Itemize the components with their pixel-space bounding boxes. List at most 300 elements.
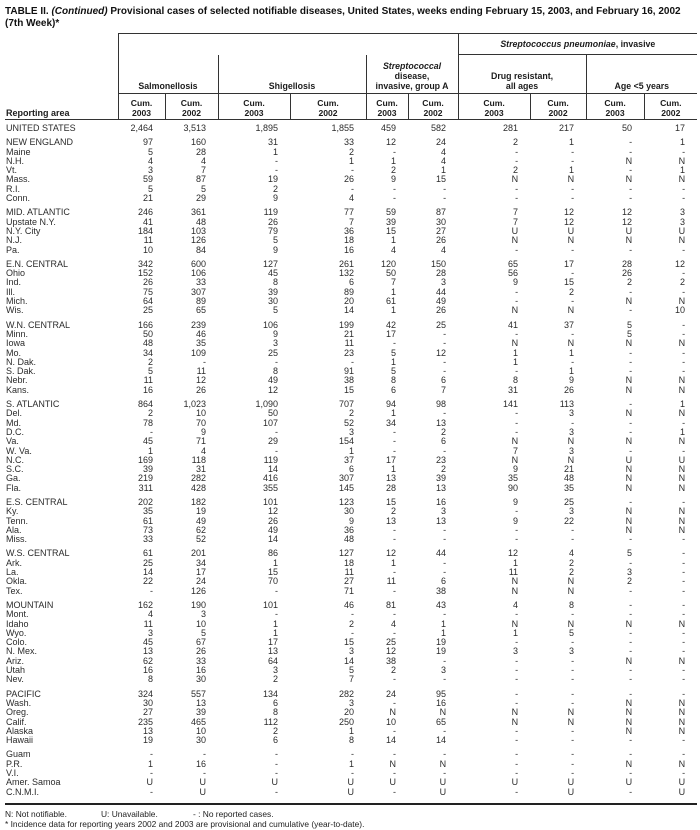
- value-cell: -: [682, 638, 686, 648]
- value-cell: -: [629, 675, 633, 685]
- value-cell: 1: [348, 759, 354, 769]
- value-cell: 62: [195, 525, 206, 535]
- value-cell: 307: [190, 287, 206, 297]
- value-cell: 26: [436, 236, 447, 246]
- value-cell: 23: [436, 455, 447, 465]
- value-cell: -: [515, 666, 519, 676]
- value-cell: 1,895: [255, 123, 278, 133]
- value-cell: 64: [267, 656, 278, 666]
- value-cell: N: [567, 455, 575, 465]
- value-cell: 24: [385, 688, 396, 699]
- value-cell: U: [439, 778, 447, 788]
- table-row: [5, 157, 697, 166]
- value-cell: N: [678, 437, 686, 447]
- value-cell: -: [203, 749, 206, 760]
- value-cell: N: [678, 483, 686, 493]
- value-cell: 19: [436, 647, 447, 657]
- value-cell: 37: [564, 319, 575, 330]
- value-cell: 50: [622, 123, 633, 133]
- value-cell: -: [443, 558, 447, 568]
- value-cell: -: [571, 688, 575, 699]
- value-cell: 4: [441, 147, 447, 157]
- value-cell: -: [571, 769, 575, 778]
- reporting-area-cell: W.S. CENTRAL: [6, 548, 70, 559]
- value-cell: -: [571, 194, 575, 204]
- reporting-area-cell: Del.: [6, 409, 23, 419]
- value-cell: -: [571, 736, 575, 746]
- reporting-area-cell: Amer. Samoa: [6, 778, 61, 788]
- table-row: [5, 288, 697, 297]
- value-cell: -: [629, 147, 633, 157]
- value-cell: 26: [436, 306, 447, 316]
- reporting-area-cell: N.H.: [6, 156, 24, 166]
- value-cell: -: [515, 194, 519, 204]
- value-cell: -: [393, 586, 396, 596]
- table-row: [5, 745, 697, 759]
- value-cell: 41: [142, 217, 153, 227]
- table-row: [5, 246, 697, 255]
- value-cell: 26: [195, 647, 206, 657]
- value-cell: -: [351, 769, 354, 778]
- reporting-area-cell: Ariz.: [6, 656, 24, 666]
- value-cell: 3: [441, 666, 447, 676]
- value-cell: 2: [272, 184, 278, 194]
- value-cell: 112: [263, 717, 278, 727]
- value-cell: 3: [569, 507, 575, 517]
- table-row: [5, 330, 697, 339]
- value-cell: -: [629, 418, 633, 428]
- reporting-area-cell: Ky.: [6, 507, 19, 517]
- value-cell: -: [275, 787, 278, 797]
- value-cell: 70: [195, 418, 206, 428]
- table-row: [5, 278, 697, 287]
- table-row: [5, 316, 697, 330]
- value-cell: 59: [142, 175, 153, 185]
- table-row: [5, 218, 697, 227]
- title-continued: (Continued): [48, 6, 108, 17]
- value-cell: 355: [262, 483, 278, 493]
- value-cell: N: [625, 507, 633, 517]
- value-cell: 3: [348, 427, 354, 437]
- value-cell: 342: [137, 258, 153, 269]
- table-row: [5, 568, 697, 577]
- value-cell: 2: [441, 465, 447, 475]
- value-cell: -: [629, 166, 633, 176]
- value-cell: N: [678, 525, 686, 535]
- value-cell: 154: [338, 437, 354, 447]
- value-cell: 11: [344, 568, 354, 578]
- value-cell: 35: [508, 474, 519, 484]
- value-cell: 5: [627, 548, 633, 559]
- shigellosis-header: Shigellosis: [218, 55, 366, 94]
- reporting-area-cell: Ga.: [6, 474, 21, 484]
- value-cell: 182: [190, 496, 206, 507]
- value-cell: 15: [385, 226, 396, 236]
- value-cell: 8: [513, 376, 519, 386]
- reporting-area-cell: W. Va.: [6, 446, 32, 456]
- value-cell: 14: [436, 736, 447, 746]
- value-cell: -: [682, 194, 686, 204]
- table-row: [5, 544, 697, 558]
- value-cell: 31: [195, 465, 206, 475]
- value-cell: 39: [267, 287, 278, 297]
- value-cell: -: [629, 769, 633, 778]
- value-cell: N: [625, 376, 633, 386]
- value-cell: -: [682, 535, 686, 545]
- value-cell: 12: [385, 647, 396, 657]
- reporting-area-cell: E.N. CENTRAL: [6, 258, 69, 269]
- reporting-area-cell: Colo.: [6, 638, 28, 648]
- footnote-incidence: * Incidence data for reporting years 2002 and 2003 are provisional and cumulative (year-to-date).: [5, 819, 365, 830]
- value-cell: 126: [190, 236, 206, 246]
- table-row: [5, 227, 697, 236]
- value-cell: 6: [272, 698, 278, 708]
- value-cell: 3: [147, 166, 153, 176]
- value-cell: -: [443, 726, 447, 736]
- value-cell: 9: [272, 245, 278, 255]
- value-cell: N: [625, 759, 633, 769]
- value-cell: N: [678, 507, 686, 517]
- table-row: [5, 699, 697, 708]
- value-cell: -: [515, 638, 519, 648]
- value-cell: -: [629, 787, 633, 797]
- value-cell: 42: [385, 319, 396, 330]
- value-cell: N: [625, 698, 633, 708]
- value-cell: 1: [390, 287, 396, 297]
- value-cell: 26: [267, 516, 278, 526]
- value-cell: -: [443, 409, 447, 419]
- value-cell: 9: [513, 465, 519, 475]
- value-cell: 4: [513, 599, 519, 610]
- value-cell: N: [625, 717, 633, 727]
- reporting-area-cell: S.C.: [6, 465, 24, 475]
- value-cell: -: [515, 698, 519, 708]
- value-cell: -: [351, 166, 354, 176]
- value-cell: U: [347, 787, 354, 797]
- table-label: TABLE II.: [5, 6, 49, 17]
- value-cell: -: [393, 787, 396, 797]
- value-cell: -: [150, 787, 153, 797]
- reporting-area-cell: R.I.: [6, 184, 21, 194]
- value-cell: 3: [348, 698, 354, 708]
- value-cell: 89: [343, 287, 354, 297]
- value-cell: 12: [564, 217, 575, 227]
- value-cell: N: [678, 175, 686, 185]
- value-cell: -: [571, 184, 575, 194]
- value-cell: -: [629, 367, 633, 377]
- value-cell: 90: [508, 483, 519, 493]
- value-cell: 1: [348, 156, 354, 166]
- value-cell: 1: [390, 156, 396, 166]
- value-cell: N: [567, 717, 575, 727]
- value-cell: 4: [441, 245, 447, 255]
- value-cell: N: [625, 483, 633, 493]
- value-cell: 2: [569, 287, 575, 297]
- value-cell: 118: [191, 455, 206, 465]
- value-cell: 20: [343, 708, 354, 718]
- value-cell: 10: [195, 619, 206, 629]
- value-cell: -: [443, 194, 447, 204]
- value-cell: 61: [142, 548, 153, 559]
- value-cell: -: [515, 675, 519, 685]
- value-cell: 44: [436, 287, 447, 297]
- value-cell: 141: [503, 399, 519, 410]
- value-cell: -: [393, 769, 396, 778]
- age-under5-header: Age <5 years: [586, 55, 697, 94]
- value-cell: 9: [390, 175, 396, 185]
- value-cell: -: [682, 568, 686, 578]
- value-cell: 34: [385, 418, 396, 428]
- spacer-cell: [5, 34, 118, 55]
- value-cell: 12: [564, 207, 575, 218]
- value-cell: 307: [338, 474, 354, 484]
- value-cell: 39: [142, 465, 153, 475]
- col-age5-2003: Cum. 2003: [586, 94, 644, 120]
- table-row: [5, 456, 697, 465]
- value-cell: -: [682, 675, 686, 685]
- legend-not-notifiable: N: Not notifiable.: [5, 808, 67, 819]
- value-cell: 28: [195, 147, 206, 157]
- value-cell: -: [203, 357, 206, 367]
- value-cell: -: [682, 628, 686, 638]
- value-cell: -: [515, 769, 519, 778]
- value-cell: N: [678, 656, 686, 666]
- value-cell: -: [682, 548, 686, 559]
- value-cell: -: [571, 269, 575, 279]
- reporting-area-cell: N.Y. City: [6, 226, 41, 236]
- table-row: [5, 447, 697, 456]
- value-cell: 1: [390, 409, 396, 419]
- value-cell: 2: [513, 166, 519, 176]
- value-cell: 16: [436, 698, 447, 708]
- value-cell: -: [629, 647, 633, 657]
- value-cell: U: [439, 787, 447, 797]
- value-cell: 134: [262, 688, 278, 699]
- value-cell: 1: [390, 357, 396, 367]
- value-cell: -: [275, 749, 278, 760]
- value-cell: -: [515, 418, 519, 428]
- reporting-area-cell: Ala.: [6, 525, 22, 535]
- value-cell: 106: [190, 269, 206, 279]
- value-cell: 70: [267, 577, 278, 587]
- value-cell: N: [678, 376, 686, 386]
- value-cell: 78: [142, 418, 153, 428]
- value-cell: -: [515, 427, 519, 437]
- value-cell: N: [625, 726, 633, 736]
- value-cell: 5: [200, 628, 206, 638]
- value-cell: N: [678, 339, 686, 349]
- value-cell: -: [571, 245, 575, 255]
- value-cell: N: [678, 759, 686, 769]
- table-row: [5, 718, 697, 727]
- col-salm-2002: Cum. 2002: [165, 94, 218, 120]
- value-cell: 16: [195, 666, 206, 676]
- value-cell: N: [567, 306, 575, 316]
- value-cell: 12: [195, 376, 206, 386]
- value-cell: 3: [680, 207, 686, 218]
- table-row: [5, 203, 697, 217]
- reporting-area-cell: Ohio: [6, 269, 26, 279]
- table-body: [5, 120, 697, 797]
- value-cell: -: [571, 535, 575, 545]
- value-cell: N: [678, 698, 686, 708]
- value-cell: N: [678, 409, 686, 419]
- value-cell: -: [393, 628, 396, 638]
- value-cell: 5: [627, 329, 633, 339]
- value-cell: 361: [190, 207, 206, 218]
- value-cell: 25: [142, 306, 153, 316]
- value-cell: -: [571, 656, 575, 666]
- value-cell: 28: [385, 483, 396, 493]
- value-cell: 3: [680, 217, 686, 227]
- value-cell: 5: [390, 348, 396, 358]
- value-cell: -: [275, 610, 278, 620]
- value-cell: 94: [385, 399, 396, 410]
- value-cell: 3: [513, 647, 519, 657]
- value-cell: 5: [348, 666, 354, 676]
- value-cell: -: [275, 769, 278, 778]
- value-cell: 428: [190, 483, 206, 493]
- value-cell: 13: [267, 647, 278, 657]
- reporting-area-cell: Ind.: [6, 278, 22, 288]
- value-cell: 15: [564, 278, 575, 288]
- value-cell: 416: [262, 474, 278, 484]
- value-cell: 1: [272, 619, 278, 629]
- value-cell: 50: [267, 409, 278, 419]
- value-cell: 1: [680, 427, 686, 437]
- reporting-area-cell: E.S. CENTRAL: [6, 496, 68, 507]
- table-row: [5, 559, 697, 568]
- value-cell: -: [275, 427, 278, 437]
- value-cell: N: [678, 708, 686, 718]
- reporting-area-cell: Wis.: [6, 306, 24, 316]
- value-cell: 95: [436, 688, 447, 699]
- value-cell: -: [682, 367, 686, 377]
- value-cell: 9: [272, 194, 278, 204]
- value-cell: N: [625, 175, 633, 185]
- value-cell: -: [351, 628, 354, 638]
- value-cell: -: [515, 525, 519, 535]
- value-cell: U: [678, 455, 686, 465]
- value-cell: 87: [436, 207, 447, 218]
- value-cell: N: [678, 297, 686, 307]
- value-cell: 28: [436, 269, 447, 279]
- reporting-area-cell: Conn.: [6, 194, 31, 204]
- value-cell: -: [393, 184, 396, 194]
- value-cell: 3: [441, 507, 447, 517]
- value-cell: 127: [262, 258, 278, 269]
- drug-resistant-header: [458, 55, 586, 94]
- value-cell: 1: [680, 137, 686, 148]
- value-cell: 3: [627, 568, 633, 578]
- value-cell: U: [567, 226, 575, 236]
- value-cell: 1: [569, 137, 575, 148]
- salmonellosis-header: Salmonellosis: [118, 55, 218, 94]
- value-cell: -: [629, 357, 633, 367]
- value-cell: -: [682, 269, 686, 279]
- reporting-area-cell: Okla.: [6, 577, 28, 587]
- reporting-area-cell: Nev.: [6, 675, 24, 685]
- value-cell: 217: [559, 123, 575, 133]
- footnotes: [5, 809, 696, 830]
- reporting-area-cell: C.N.M.I.: [6, 787, 39, 797]
- value-cell: -: [571, 675, 575, 685]
- value-cell: -: [443, 656, 447, 666]
- table-row: [5, 666, 697, 675]
- value-cell: -: [629, 535, 633, 545]
- value-cell: 12: [267, 385, 278, 395]
- value-cell: 113: [559, 399, 575, 410]
- value-cell: -: [571, 698, 575, 708]
- table-row: [5, 437, 697, 446]
- value-cell: 17: [385, 455, 396, 465]
- reporting-area-cell: Idaho: [6, 619, 29, 629]
- value-cell: 246: [137, 207, 153, 218]
- strep-a-line1: disease,: [394, 71, 430, 81]
- value-cell: N: [625, 656, 633, 666]
- value-cell: 12: [622, 217, 633, 227]
- value-cell: 2: [348, 409, 354, 419]
- value-cell: 33: [142, 535, 153, 545]
- value-cell: -: [150, 586, 153, 596]
- value-cell: 8: [569, 599, 575, 610]
- value-cell: 119: [263, 207, 278, 218]
- value-cell: -: [393, 535, 396, 545]
- value-cell: 1: [680, 166, 686, 176]
- value-cell: 1: [147, 759, 153, 769]
- value-cell: -: [682, 418, 686, 428]
- value-cell: N: [511, 586, 519, 596]
- value-cell: 12: [508, 548, 519, 559]
- value-cell: 465: [190, 717, 206, 727]
- value-cell: 28: [622, 258, 633, 269]
- value-cell: 1,023: [183, 399, 206, 410]
- value-cell: U: [625, 226, 633, 236]
- value-cell: 127: [338, 548, 354, 559]
- value-cell: -: [682, 736, 686, 746]
- value-cell: 75: [142, 287, 153, 297]
- value-cell: -: [571, 156, 575, 166]
- value-cell: N: [678, 156, 686, 166]
- drug-resistant-line2: all ages: [505, 81, 539, 91]
- table-row: [5, 708, 697, 717]
- table-row: [5, 166, 697, 175]
- value-cell: -: [275, 156, 278, 166]
- value-cell: N: [511, 175, 519, 185]
- value-cell: 12: [385, 137, 396, 148]
- value-cell: U: [567, 787, 575, 797]
- value-cell: 13: [385, 474, 396, 484]
- value-cell: 64: [142, 297, 153, 307]
- table-row: [5, 507, 697, 516]
- value-cell: 707: [338, 399, 354, 410]
- spacer-cell: [118, 34, 458, 55]
- value-cell: N: [625, 156, 633, 166]
- value-cell: U: [199, 778, 206, 788]
- value-cell: 50: [142, 329, 153, 339]
- strep-pneumoniae-header: [458, 34, 697, 55]
- value-cell: -: [351, 749, 354, 760]
- value-cell: U: [678, 787, 686, 797]
- value-cell: N: [511, 306, 519, 316]
- reporting-area-cell: Upstate N.Y.: [6, 217, 56, 227]
- reporting-area-cell: Alaska: [6, 726, 34, 736]
- table-row: [5, 395, 697, 409]
- table-row: [5, 255, 697, 269]
- legend-no-cases: - : No reported cases.: [193, 808, 274, 819]
- value-cell: 1,855: [331, 123, 354, 133]
- value-cell: N: [567, 586, 575, 596]
